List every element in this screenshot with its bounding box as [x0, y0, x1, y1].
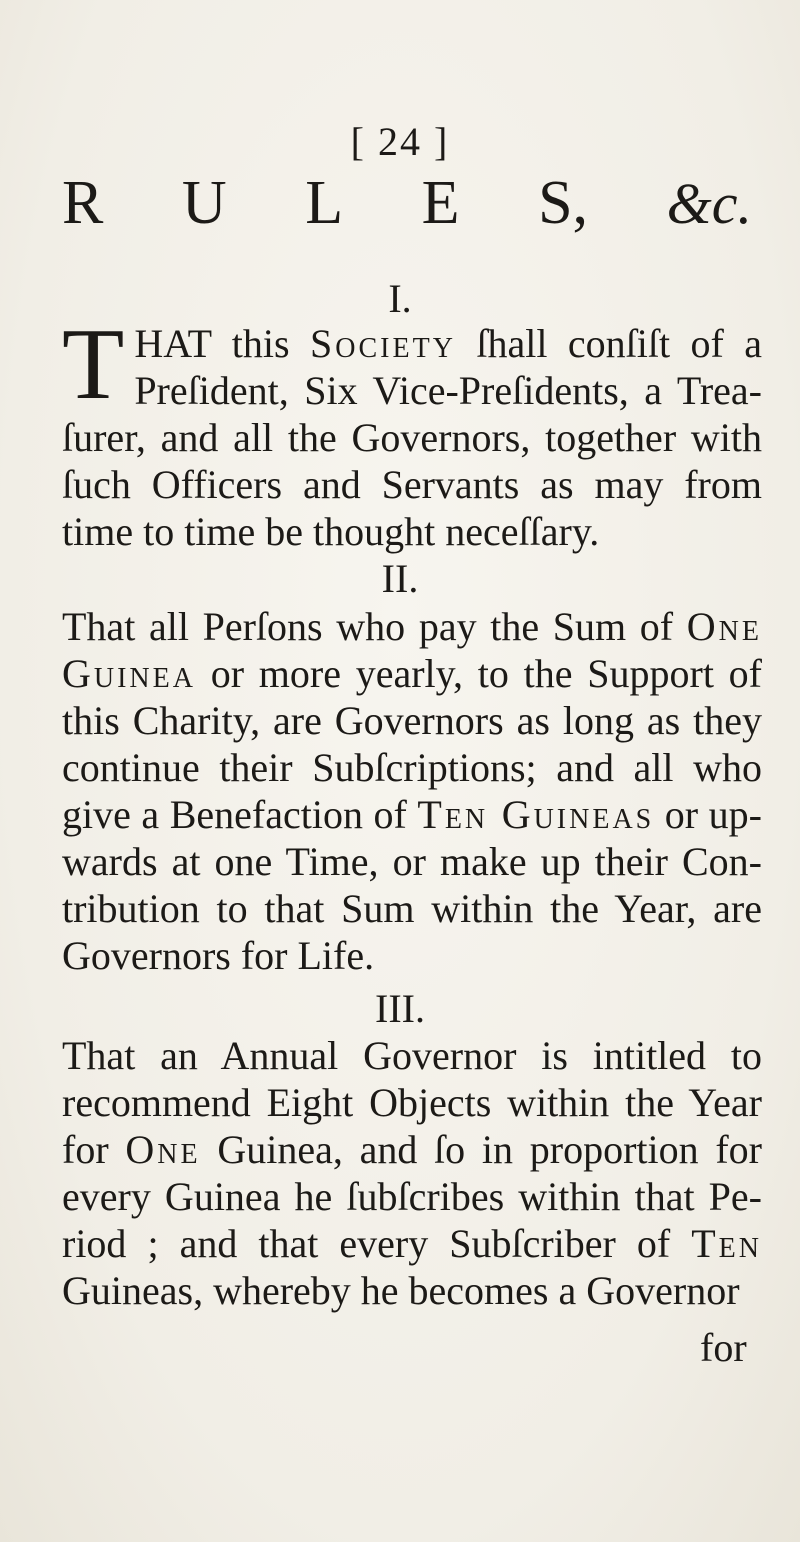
rules-heading: [62, 168, 752, 239]
heading-letter: U: [181, 169, 227, 237]
text-run: That an Annual Governor is intitled to recommend Eight Objects within the Year for: [62, 1033, 762, 1172]
text-run: That all Perſons who pay the Sum of: [62, 604, 687, 649]
heading-letter: E: [421, 169, 460, 237]
heading-letter: R: [62, 169, 104, 237]
page-number: [ 24 ]: [350, 119, 450, 164]
small-caps-run: Ten: [691, 1221, 762, 1266]
text-run: Guineas, whereby he becomes a Governor: [62, 1268, 740, 1313]
heading-letter: S,: [538, 169, 589, 237]
rule-1-text: [62, 308, 763, 555]
heading-etc: &c.: [666, 171, 752, 236]
section-number-1: I.: [388, 276, 412, 321]
text-run: or more yearly, to the Support of this Charity, are Governors as long as they continue their Subſcriptions; and all who give a Benefaction of: [62, 651, 762, 837]
section-number-3: III.: [375, 986, 425, 1031]
rule-3-text: [62, 1032, 762, 1314]
text-run: ſhall conſiſt of a Preſident, Six Vice-Preſidents, a Trea-ſurer, and all the Governors, together with ſuch Officers and Servants as may from time to time be thought neceſſary.: [62, 321, 763, 554]
heading-letter: L: [305, 169, 344, 237]
catchword: for: [700, 1325, 747, 1370]
rule-2-text: [62, 603, 762, 979]
text-run: HAT this: [134, 321, 311, 366]
small-caps-run: Ten Guineas: [417, 792, 655, 837]
small-caps-run: One Guinea: [62, 604, 762, 696]
drop-cap: T: [62, 308, 125, 421]
text-run: or up-wards at one Time, or make up their Con-tribution to that Sum within the Year, are Governors for Life.: [62, 792, 762, 978]
text-run: Guinea, and ſo in proportion for every Guinea he ſubſcribes within that Pe-riod ; and that every Subſcriber of: [62, 1127, 762, 1266]
small-caps-run: One: [125, 1127, 201, 1172]
section-number-2: II.: [381, 556, 419, 601]
small-caps-run: Society: [310, 321, 456, 366]
